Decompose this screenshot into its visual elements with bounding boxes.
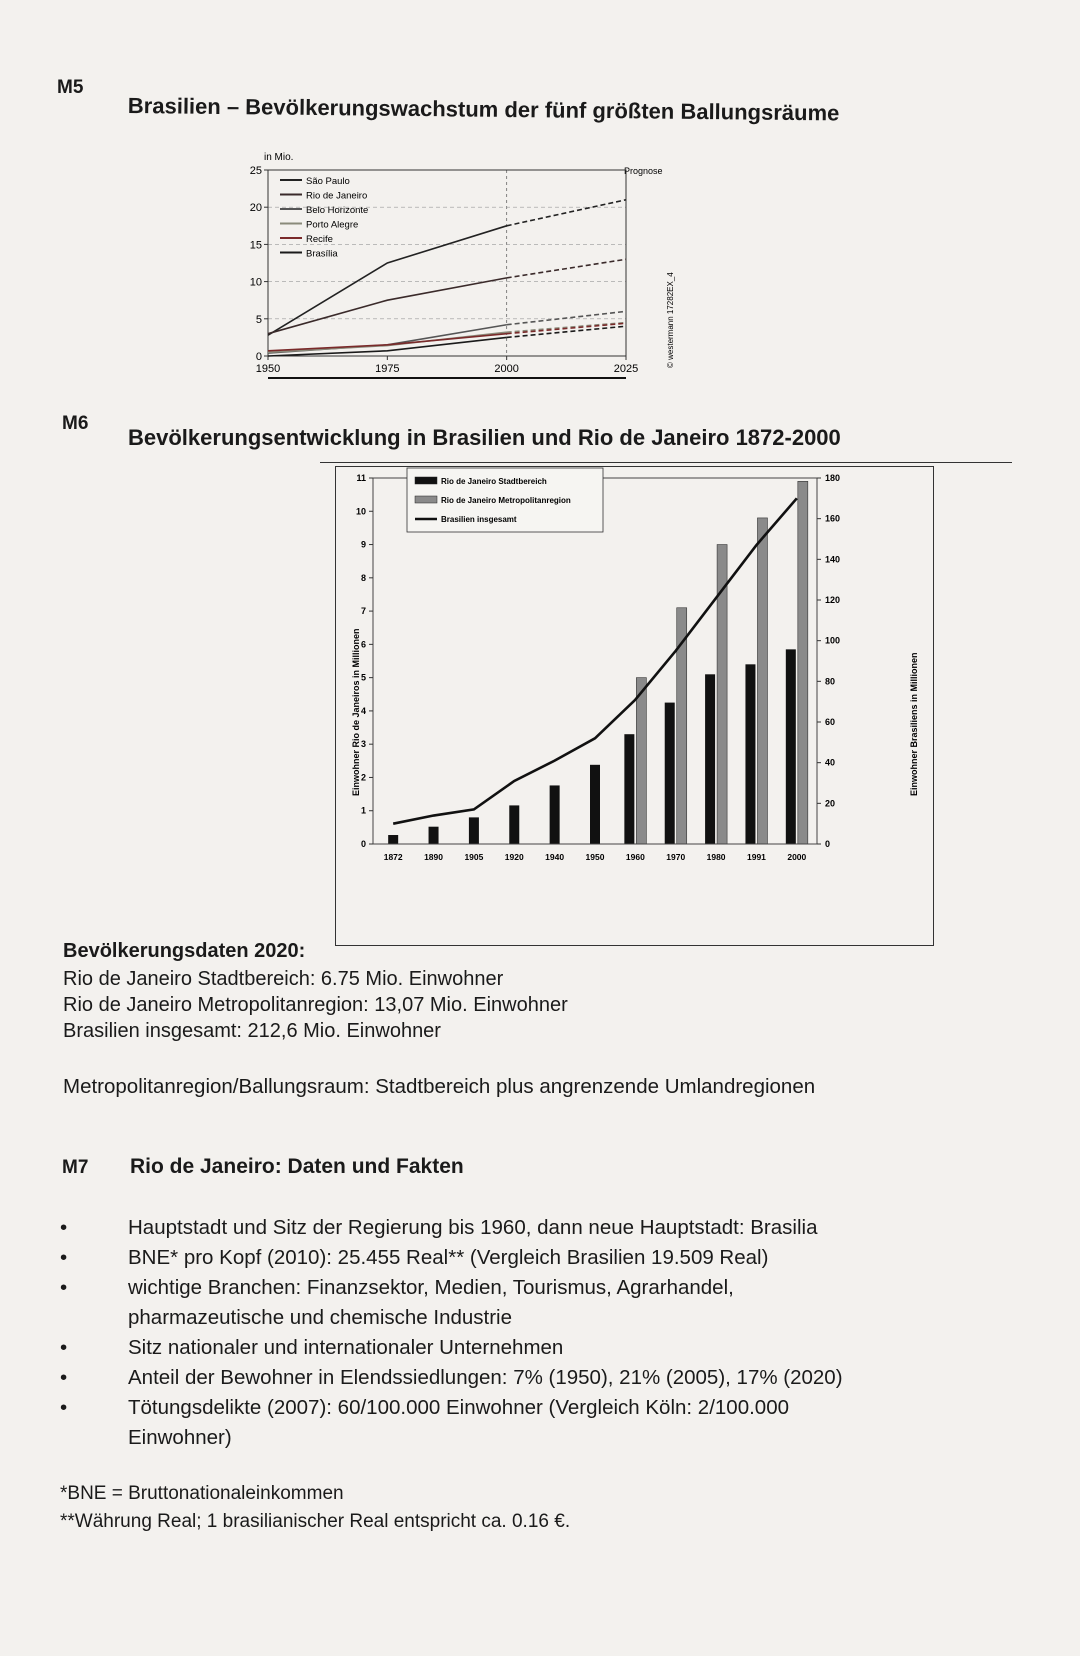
m6-bar-stadtbereich (705, 674, 715, 844)
m6-bar-stadtbereich (469, 817, 479, 844)
m6-bar-stadtbereich (509, 805, 519, 844)
m6-y-tick-label: 6 (360, 639, 366, 650)
m6-bar-metropolitanregion (757, 518, 767, 844)
m6-y2-tick-label: 40 (825, 757, 836, 768)
m6-bar-stadtbereich (429, 827, 439, 844)
bullet-dot: • (60, 1366, 68, 1389)
m6-x-tick-label: 1980 (706, 852, 726, 862)
m6-x-tick-label: 1872 (383, 852, 403, 862)
m6-y2-tick-label: 60 (825, 717, 836, 727)
m6-label: M6 (62, 413, 89, 434)
bullet-dot: • (60, 1336, 68, 1359)
m7-title: Rio de Janeiro: Daten und Fakten (130, 1155, 464, 1178)
m6-y-tick-label: 0 (360, 839, 366, 849)
m6-x-tick-label: 1940 (545, 852, 565, 862)
m5-y-tick-label: 5 (255, 313, 262, 326)
m6-bar-stadtbereich (665, 703, 675, 844)
bullet-dot: • (60, 1396, 68, 1419)
m6-y-tick-label: 3 (360, 739, 366, 750)
m5-x-tick-label: 1950 (255, 363, 281, 375)
m6-y2-tick-label: 0 (825, 839, 831, 849)
m6-x-tick-label: 1991 (746, 852, 766, 862)
bullet-dot: • (60, 1246, 68, 1269)
m6-y2-tick-label: 80 (825, 676, 836, 687)
m6-frame (336, 467, 934, 946)
bullet-dot: • (60, 1276, 68, 1299)
m6-legend-swatch (415, 477, 437, 484)
m5-series-forecast (507, 311, 626, 324)
m6-y-tick-label: 1 (360, 805, 366, 816)
m5-title: Brasilien – Bevölkerungswachstum der fünf größten Ballungsräume (127, 93, 840, 126)
footnote: **Währung Real; 1 brasilianischer Real entspricht ca. 0.16 €. (60, 1511, 571, 1532)
m6-bar-stadtbereich (786, 649, 796, 844)
m6-y2-tick-label: 140 (825, 554, 841, 565)
m6-bar-metropolitanregion (636, 678, 646, 844)
m5-y-unit: in Mio. (264, 152, 294, 163)
bullet-dot: • (60, 1216, 68, 1239)
m5-y-tick-label: 15 (250, 239, 262, 252)
m5-legend-label: Rio de Janeiro (306, 190, 368, 202)
bullet-text: Hauptstadt und Sitz der Regierung bis 1960, dann neue Hauptstadt: Brasilia (128, 1216, 818, 1239)
m6-bar-metropolitanregion (798, 481, 808, 844)
m5-series-line (268, 337, 507, 356)
m5-x-tick-label: 1975 (375, 363, 400, 375)
m5-series-forecast (507, 200, 626, 226)
definition-text: Metropolitanregion/Ballungsraum: Stadtbereich plus angrenzende Umlandregionen (63, 1075, 816, 1098)
m5-legend-label: Porto Alegre (306, 219, 359, 231)
bullet-text: Tötungsdelikte (2007): 60/100.000 Einwohner (Vergleich Köln: 2/100.000 Einwohner) (128, 1396, 790, 1449)
m6-x-tick-label: 1890 (424, 852, 444, 862)
m5-line-chart (250, 148, 680, 410)
footnote: *BNE = Bruttonationaleinkommen (60, 1483, 344, 1504)
m6-x-tick-label: 1970 (666, 852, 686, 862)
daten-line: Brasilien insgesamt: 212,6 Mio. Einwohner (63, 1020, 441, 1042)
m6-bar-stadtbereich (745, 664, 755, 844)
m6-y-tick-label: 11 (356, 473, 366, 483)
m6-bar-stadtbereich (388, 835, 398, 844)
m5-series-forecast (507, 259, 626, 278)
m7-label: M7 (62, 1157, 89, 1178)
m6-y-tick-label: 5 (360, 672, 366, 683)
m6-bar-stadtbereich (590, 765, 600, 844)
m6-y2-tick-label: 20 (825, 798, 836, 809)
m5-series-line (268, 278, 507, 334)
daten-line: Rio de Janeiro Metropolitanregion: 13,07 Mio. Einwohner (63, 994, 568, 1016)
m6-legend-label: Rio de Janeiro Stadtbereich (441, 477, 547, 486)
m6-x-tick-label: 1920 (504, 852, 524, 862)
m5-label: M5 (57, 77, 84, 98)
m6-legend-swatch (415, 496, 437, 503)
m6-title: Bevölkerungsentwicklung in Brasilien und Rio de Janeiro 1872-2000 (128, 425, 841, 450)
m6-y-tick-label: 8 (360, 572, 366, 583)
m5-x-tick-label: 2000 (494, 363, 519, 375)
bullet-text: Anteil der Bewohner in Elendssiedlungen: 7% (1950), 21% (2005), 17% (2020) (128, 1366, 843, 1389)
m5-series-forecast (507, 323, 626, 333)
m6-y-tick-label: 2 (360, 772, 366, 783)
m5-legend-label: Brasília (306, 248, 338, 260)
daten-heading: Bevölkerungsdaten 2020: (63, 940, 306, 962)
m5-legend-label: Recife (306, 234, 333, 245)
m6-y-axis-title: Einwohner Rio de Janeiros in Millionen (351, 628, 361, 796)
m6-y-tick-label: 7 (360, 606, 366, 617)
m6-y2-axis-title: Einwohner Brasiliens in Millionen (909, 652, 919, 796)
m5-legend-label: Belo Horizonte (306, 205, 369, 216)
m6-x-tick-label: 2000 (787, 852, 807, 862)
m6-x-tick-label: 1960 (625, 852, 645, 862)
m6-legend-label: Rio de Janeiro Metropolitanregion (441, 496, 571, 505)
bullet-text: wichtige Branchen: Finanzsektor, Medien, Tourismus, Agrarhandel, pharmazeutische und chemische Industrie (128, 1276, 734, 1329)
m5-series-line (268, 334, 507, 351)
m5-credit: © westermann 17282EX_4 (666, 272, 675, 368)
m6-y2-tick-label: 120 (825, 595, 841, 605)
m5-y-tick-label: 20 (250, 202, 262, 215)
m6-y-tick-label: 9 (360, 539, 366, 550)
m6-x-tick-label: 1950 (585, 852, 605, 862)
m5-x-tick-label: 2025 (613, 363, 639, 375)
m5-y-tick-label: 10 (250, 276, 262, 289)
bullet-text: Sitz nationaler und internationaler Unternehmen (128, 1336, 564, 1359)
m6-x-tick-label: 1905 (464, 852, 484, 862)
m6-y2-tick-label: 160 (825, 513, 841, 524)
m6-rule (320, 462, 1012, 463)
m6-bar-stadtbereich (624, 734, 634, 844)
bullet-text: BNE* pro Kopf (2010): 25.455 Real** (Vergleich Brasilien 19.509 Real) (128, 1246, 769, 1269)
m5-legend-label: São Paulo (306, 176, 350, 187)
m6-combo-chart (335, 466, 935, 946)
m6-bar-stadtbereich (550, 785, 560, 844)
m6-y2-tick-label: 180 (825, 473, 841, 483)
m6-legend-label: Brasilien insgesamt (441, 515, 517, 524)
daten-line: Rio de Janeiro Stadtbereich: 6.75 Mio. Einwohner (63, 968, 504, 990)
m5-prognose-label: Prognose (624, 166, 663, 176)
m6-y-tick-label: 10 (355, 506, 366, 517)
m5-y-tick-label: 0 (255, 351, 262, 363)
m6-y-tick-label: 4 (360, 705, 366, 716)
m6-y2-tick-label: 100 (825, 635, 841, 646)
m5-y-tick-label: 25 (250, 165, 262, 177)
